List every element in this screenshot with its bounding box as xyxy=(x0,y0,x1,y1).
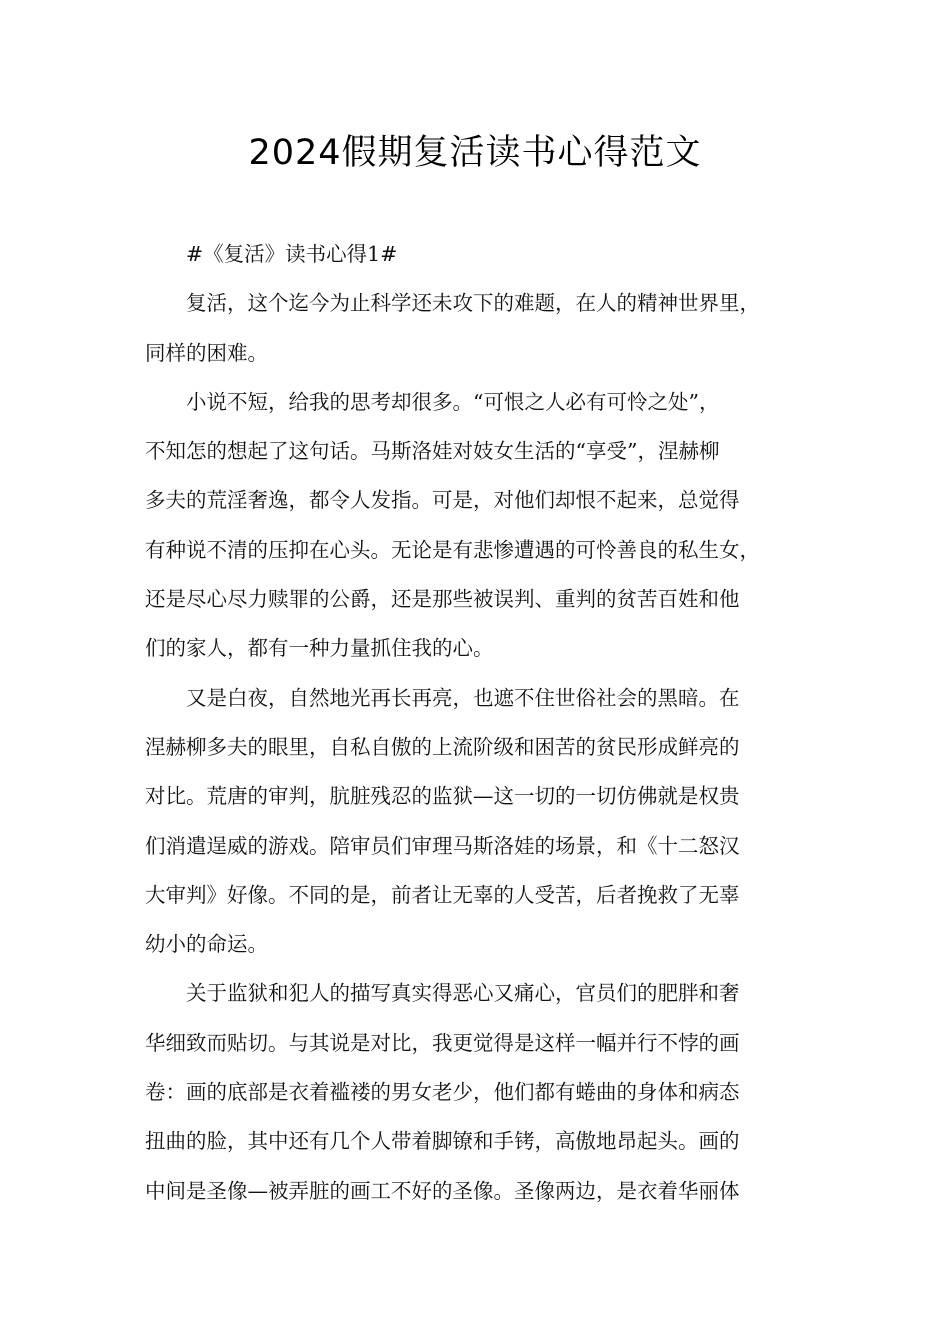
text-line: 们消遣逞威的游戏。陪审员们审理马斯洛娃的场景，和《十二怒汉 xyxy=(145,833,740,858)
text-line: 中间是圣像—被弄脏的画工不好的圣像。圣像两边，是衣着华丽体 xyxy=(145,1178,740,1203)
document-body xyxy=(145,230,813,1216)
text-line: 关于监狱和犯人的描写真实得恶心又痛心，官员们的肥胖和奢 xyxy=(186,981,740,1006)
text-line: 扭曲的脸，其中还有几个人带着脚镣和手铐，高傲地昂起头。画的 xyxy=(145,1129,740,1154)
text-line: #《复活》读书心得1# xyxy=(186,242,398,266)
paragraph xyxy=(145,378,813,674)
text-line: 们的家人，都有一种力量抓住我的心。 xyxy=(145,636,494,661)
text-line: 不知怎的想起了这句话。马斯洛娃对妓女生活的“享受”，涅赫柳 xyxy=(145,439,720,464)
text-line: 幼小的命运。 xyxy=(145,932,268,957)
text-line: 华细致而贴切。与其说是对比，我更觉得是这样一幅并行不悖的画 xyxy=(145,1030,740,1055)
text-line: 多夫的荒淫奢逸，都令人发指。可是，对他们却恨不起来，总觉得 xyxy=(145,488,740,513)
document-title: 2024假期复活读书心得范文 xyxy=(248,133,702,173)
text-line: 小说不短，给我的思考却很多。“可恨之人必有可怜之处”， xyxy=(186,389,720,414)
paragraph xyxy=(145,674,813,970)
text-line: 涅赫柳多夫的眼里，自私自傲的上流阶级和困苦的贫民形成鲜亮的 xyxy=(145,734,740,759)
text-line: 还是尽心尽力赎罪的公爵，还是那些被误判、重判的贫苦百姓和他 xyxy=(145,587,740,612)
text-line: 同样的困难。 xyxy=(145,340,268,365)
paragraph xyxy=(145,279,813,378)
text-line: 大审判》好像。不同的是，前者让无辜的人受苦，后者挽救了无辜 xyxy=(145,882,740,907)
text-line: 对比。荒唐的审判，肮脏残忍的监狱—这一切的一切仿佛就是权贵 xyxy=(145,784,740,809)
text-line: 有种说不清的压抑在心头。无论是有悲惨遭遇的可怜善良的私生女， xyxy=(145,537,760,562)
text-line: 又是白夜，自然地光再长再亮，也遮不住世俗社会的黑暗。在 xyxy=(186,685,740,710)
paragraph xyxy=(145,230,813,279)
paragraph xyxy=(145,969,813,1215)
text-line: 卷：画的底部是衣着褴褛的男女老少，他们都有蜷曲的身体和病态 xyxy=(145,1080,740,1105)
text-line: 复活，这个迄今为止科学还未攻下的难题，在人的精神世界里， xyxy=(186,291,760,316)
